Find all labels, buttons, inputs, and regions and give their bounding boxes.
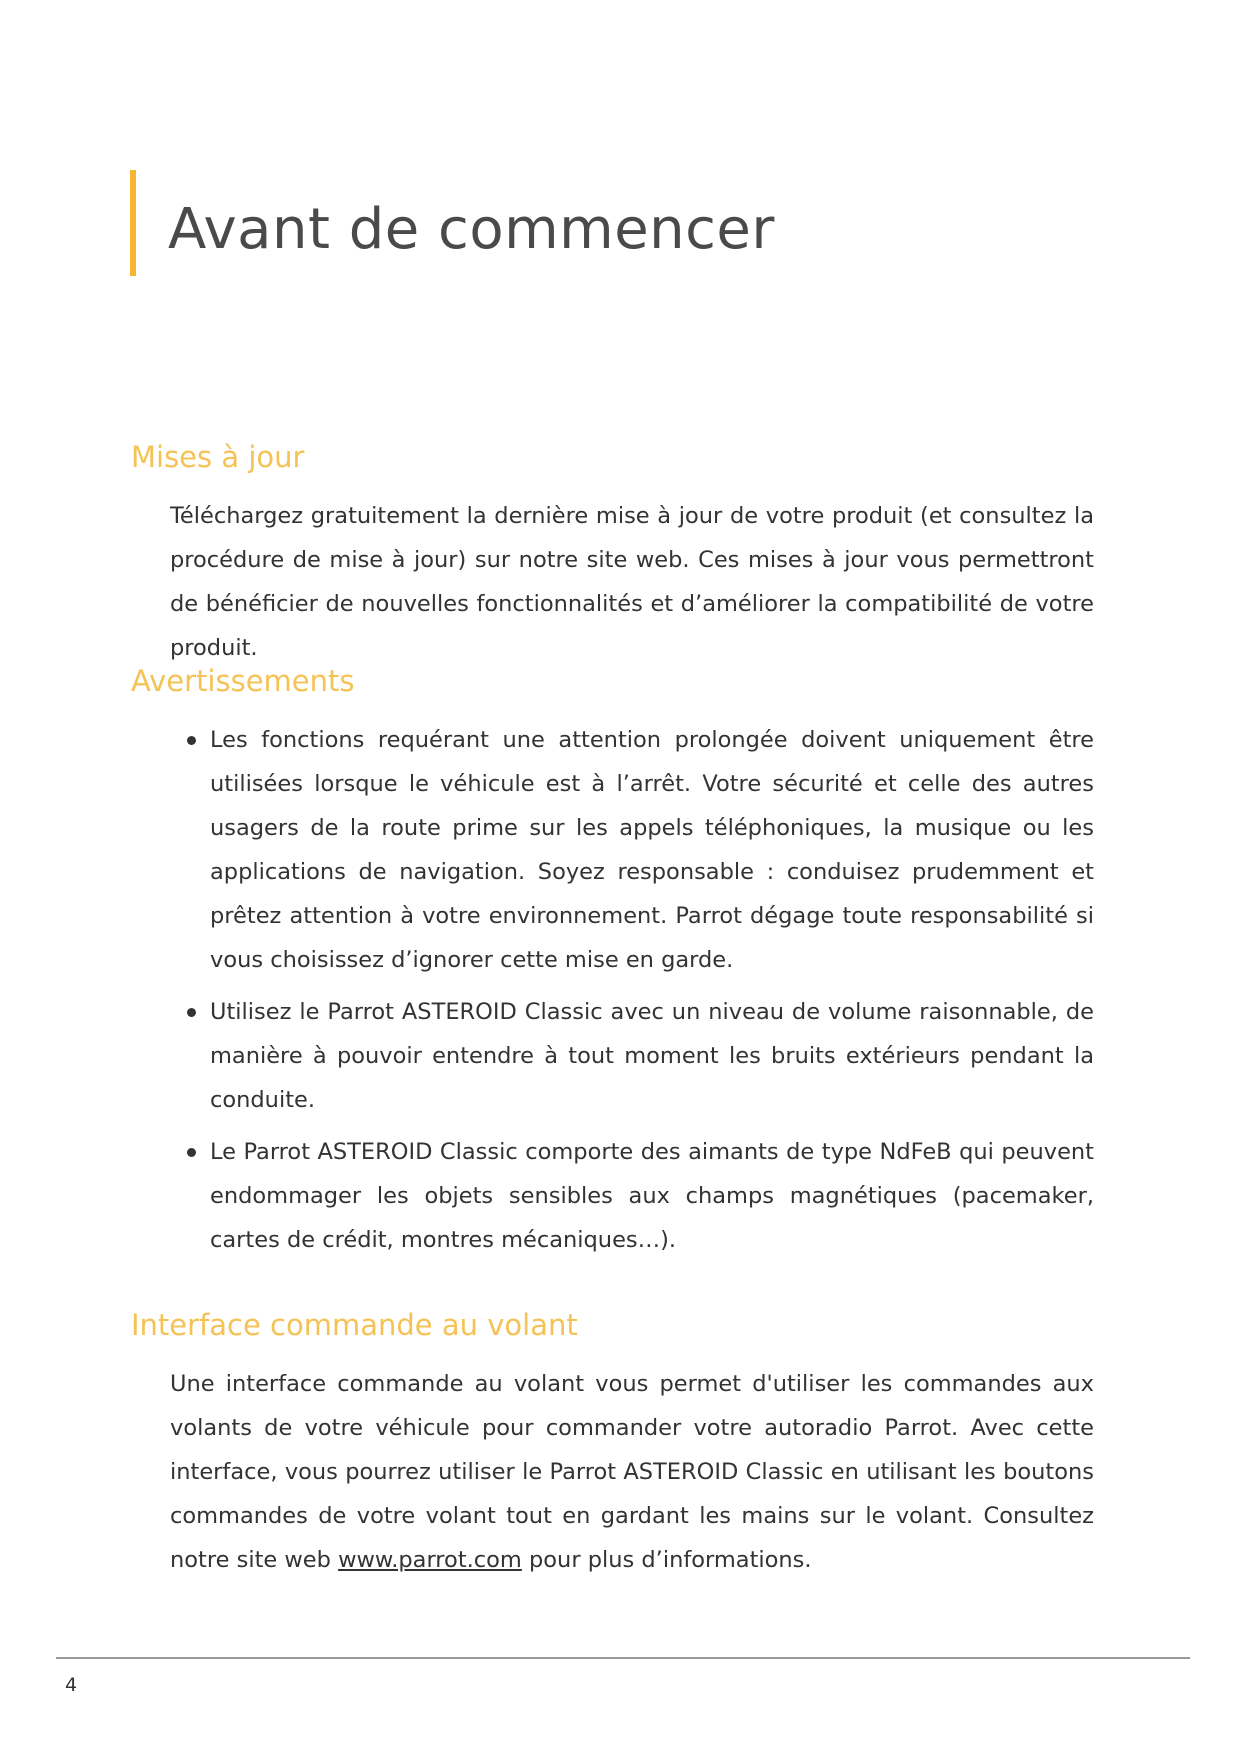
bullet-icon xyxy=(187,1008,196,1017)
warning-text: Utilisez le Parrot ASTEROID Classic avec un niveau de volume raisonnable, de manière à pouvoir entendre à tout moment les bruits extérieurs pendant la conduite. xyxy=(210,999,1094,1113)
bullet-icon xyxy=(187,736,196,745)
warning-text: Le Parrot ASTEROID Classic comporte des aimants de type NdFeB qui peuvent endommager les objets sensibles aux champs magnétiques (pacemaker, cartes de crédit, montres mécaniques…). xyxy=(210,1139,1094,1253)
section-heading-warnings: Avertissements xyxy=(131,664,355,698)
page-title: Avant de commencer xyxy=(168,197,775,262)
steering-text-end: pour plus d’informations. xyxy=(521,1547,812,1573)
steering-text: Une interface commande au volant vous permet d'utiliser les commandes aux volants de votre véhicule pour commander votre autoradio Parrot. Avec cette interface, vous pourrez utiliser le Parrot ASTEROID Classic en utilisant les boutons commandes de votre volant tout en gardant les mains sur le volant. Consultez notre site web xyxy=(170,1371,1094,1573)
page-number: 4 xyxy=(65,1674,78,1696)
steering-paragraph xyxy=(170,1362,1094,1582)
list-item xyxy=(180,718,1094,982)
warnings-list xyxy=(180,718,1094,1270)
parrot-website-link[interactable]: www.parrot.com xyxy=(338,1547,522,1573)
section-heading-steering: Interface commande au volant xyxy=(131,1308,578,1342)
updates-paragraph: Téléchargez gratuitement la dernière mise à jour de votre produit (et consultez la procédure de mise à jour) sur notre site web. Ces mises à jour vous permettront de bénéficier de nouvelles fonctionnalités et d’améliorer la compatibilité de votre produit. xyxy=(170,503,1094,661)
list-item xyxy=(180,990,1094,1122)
title-accent-bar xyxy=(130,170,136,276)
list-item xyxy=(180,1130,1094,1262)
section-heading-updates: Mises à jour xyxy=(131,440,305,474)
bullet-icon xyxy=(187,1148,196,1157)
warning-text: Les fonctions requérant une attention prolongée doivent uniquement être utilisées lorsque le véhicule est à l’arrêt. Votre sécurité et celle des autres usagers de la route prime sur les appels téléphoniques, la musique ou les applications de navigation. Soyez responsable : conduisez prudemment et prêtez attention à votre environnement. Parrot dégage toute responsabilité si vous choisissez d’ignorer cette mise en garde. xyxy=(210,727,1094,973)
footer-divider xyxy=(56,1657,1190,1659)
